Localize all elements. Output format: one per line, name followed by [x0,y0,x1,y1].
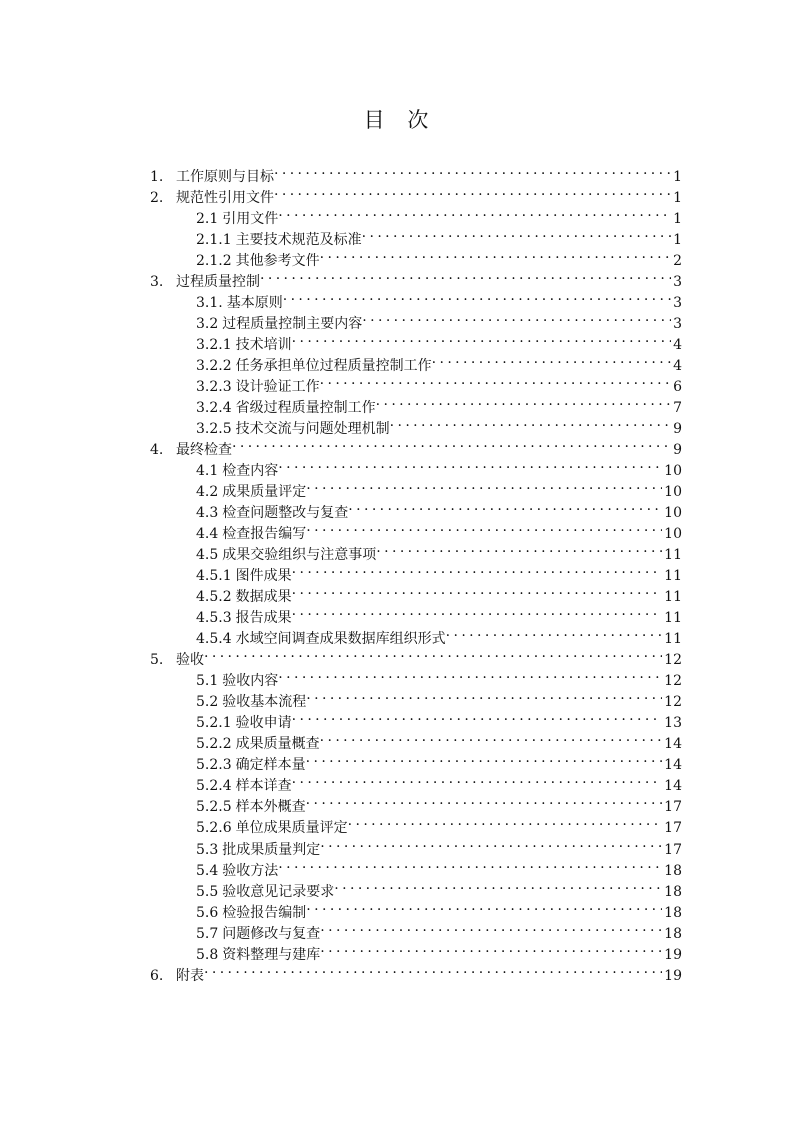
toc-dot-leader [274,181,671,202]
toc-entry-number: 3.2 [196,316,219,333]
toc-entry-title: 验收 [176,652,204,669]
toc-dot-leader [334,875,662,896]
toc-entry-number: 1. [150,169,164,185]
toc-entry-page: 12 [664,694,682,711]
toc-entry-title: 检查报告编写 [222,526,307,543]
toc-entry-number: 2.1 [196,211,219,228]
toc-entry-page: 17 [664,841,682,858]
toc-entry[interactable] [150,664,682,690]
toc-entry-number: 4.4 [196,526,219,543]
toc-entry-title: 报告成果 [235,610,292,627]
toc-entry-number: 4.5.4 [196,631,232,648]
toc-dot-leader [320,370,671,391]
toc-entry-number: 5.2.3 [196,757,232,774]
toc-entry-page: 1 [673,169,682,185]
toc-entry-page: 11 [664,547,682,564]
toc-dot-leader [390,412,671,433]
toc-entry-title: 附表 [176,967,204,984]
toc-entry-page: 10 [664,526,682,543]
toc-entry-title: 样本外概查 [235,799,306,816]
toc-entry-page: 14 [664,757,682,774]
toc-dot-leader [292,580,663,601]
toc-entry-number: 3.2.4 [196,400,232,417]
toc-entry-title: 确定样本量 [235,757,306,774]
toc-entry-number: 5.2.2 [196,736,232,753]
toc-entry-page: 7 [673,400,682,417]
toc-entry-title: 水域空间调查成果数据库组织形式 [235,631,446,648]
toc-entry-page: 14 [664,736,682,753]
toc-entry-title: 成果交验组织与注意事项 [222,547,377,564]
toc-entry-number: 5.8 [196,946,219,963]
toc-entry-number: 5.5 [196,883,219,900]
toc-dot-leader [306,475,662,496]
toc-entry-page: 14 [664,778,682,795]
toc-entry-page: 1 [673,232,682,249]
toc-entry-title: 图件成果 [235,568,292,585]
toc-entry-page: 9 [673,421,682,438]
toc-entry-page: 18 [664,883,682,900]
toc-title: 目 次 [363,108,437,132]
toc-entry-page: 4 [673,358,682,375]
toc-entry-title: 验收申请 [235,715,292,732]
toc-entry-page: 10 [664,484,682,501]
table-of-contents [150,160,682,984]
toc-entry-page: 6 [673,379,682,396]
toc-entry-number: 2.1.1 [196,232,232,249]
toc-dot-leader [432,349,671,370]
toc-entry-page: 11 [664,589,682,606]
toc-entry-number: 5.2.5 [196,799,232,816]
toc-entry-title: 成果质量评定 [222,484,307,501]
toc-entry-number: 5.2 [196,694,219,711]
toc-entry-number: 4.1 [196,463,219,480]
toc-entry-number: 4.5.2 [196,589,232,606]
toc-entry-page: 10 [664,463,682,480]
toc-dot-leader [376,538,662,559]
toc-entry-title: 引用文件 [222,211,279,228]
toc-entry-number: 4. [150,442,164,459]
toc-entry-page: 11 [664,631,682,648]
toc-entry-title: 基本原则 [226,295,283,312]
toc-entry-number: 5. [150,652,164,669]
toc-dot-leader [283,286,671,307]
toc-entry-title: 数据成果 [235,589,292,606]
toc-entry-title: 批成果质量判定 [222,841,321,858]
toc-entry-title: 检查内容 [222,463,279,480]
toc-dot-leader [204,959,662,980]
toc-dot-leader [278,454,662,475]
toc-entry-title: 检查问题整改与复查 [222,505,349,522]
toc-entry-page: 11 [664,568,682,585]
toc-dot-leader [292,601,663,622]
toc-entry-page: 17 [664,820,682,837]
toc-entry-number: 4.2 [196,484,219,501]
toc-entry-page: 18 [664,862,682,879]
toc-entry-page: 11 [664,610,682,627]
toc-entry-page: 2 [673,253,682,270]
toc-dot-leader [278,664,662,685]
toc-dot-leader [320,833,662,854]
toc-entry-number: 5.1 [196,673,219,690]
toc-entry-number: 5.6 [196,904,219,921]
toc-entry-title: 主要技术规范及标准 [235,232,362,249]
toc-dot-leader [306,896,662,917]
toc-entry-title: 过程质量控制 [176,274,260,291]
toc-entry-title: 其他参考文件 [235,253,320,270]
toc-entry-number: 5.2.6 [196,820,232,837]
toc-entry-title: 验收基本流程 [222,694,307,711]
toc-dot-leader [306,748,663,769]
toc-dot-leader [292,559,663,580]
toc-entry-number: 4.5 [196,547,219,564]
toc-entry-title: 成果质量概查 [235,736,320,753]
toc-entry[interactable] [150,959,682,984]
toc-entry-number: 4.3 [196,505,219,522]
toc-entry-page: 9 [673,442,682,459]
toc-entry-number: 2. [150,190,164,207]
toc-dot-leader [232,433,671,454]
toc-dot-leader [320,917,662,938]
toc-dot-leader [306,517,662,538]
toc-entry-number: 3.2.2 [196,358,232,375]
toc-entry-title: 技术交流与问题处理机制 [235,421,390,438]
toc-dot-leader [348,496,662,517]
toc-dot-leader [320,727,663,748]
toc-dot-leader [376,391,671,412]
toc-entry-title: 最终检查 [176,442,232,459]
toc-dot-leader [260,265,671,286]
toc-entry-title: 过程质量控制主要内容 [222,316,363,333]
toc-entry-page: 12 [664,652,682,669]
toc-entry-page: 18 [664,925,682,942]
toc-entry-number: 3.2.1 [196,337,232,354]
toc-entry-page: 18 [664,904,682,921]
toc-entry-page: 19 [664,946,682,963]
toc-entry-title: 技术培训 [235,337,292,354]
toc-dot-leader [204,643,662,664]
toc-entry-page: 13 [664,715,682,732]
toc-entry-page: 3 [673,295,682,312]
toc-entry-page: 10 [664,505,682,522]
toc-dot-leader [362,307,671,328]
toc-entry-title: 任务承担单位过程质量控制工作 [235,358,432,375]
toc-dot-leader [348,811,663,832]
toc-entry-page: 1 [673,190,682,207]
toc-entry[interactable] [150,643,682,669]
toc-dot-leader [274,160,671,181]
toc-dot-leader [278,854,662,875]
toc-entry-title: 规范性引用文件 [176,190,274,207]
toc-dot-leader [320,244,671,265]
toc-dot-leader [292,769,663,790]
toc-entry-page: 17 [664,799,682,816]
toc-entry-number: 3.2.5 [196,421,232,438]
toc-entry-number: 3.1. [196,295,223,312]
toc-entry-title: 验收方法 [222,862,279,879]
toc-entry-title: 设计验证工作 [235,379,320,396]
toc-dot-leader [278,202,671,223]
toc-entry-number: 5.2.4 [196,778,232,795]
toc-entry-number: 4.5.1 [196,568,232,585]
toc-entry-title: 工作原则与目标 [176,169,274,185]
toc-dot-leader [320,938,662,959]
toc-dot-leader [292,328,671,349]
toc-entry-title: 省级过程质量控制工作 [235,400,376,417]
toc-entry-title: 验收意见记录要求 [222,883,335,900]
toc-dot-leader [292,706,663,727]
toc-entry-title: 单位成果质量评定 [235,820,348,837]
toc-entry-page: 3 [673,316,682,333]
toc-entry-title: 样本详查 [235,778,292,795]
toc-entry-title: 检验报告编制 [222,904,307,921]
toc-dot-leader [306,685,662,706]
toc-dot-leader [306,790,663,811]
toc-entry-title: 验收内容 [222,673,279,690]
toc-entry-number: 6. [150,967,164,984]
toc-dot-leader [446,622,663,643]
toc-entry-number: 5.2.1 [196,715,232,732]
toc-entry-number: 4.5.3 [196,610,232,627]
toc-entry-number: 3.2.3 [196,379,232,396]
toc-entry-number: 5.4 [196,862,219,879]
toc-entry-title: 资料整理与建库 [222,946,321,963]
toc-entry-number: 3. [150,274,164,291]
toc-dot-leader [362,223,671,244]
toc-entry-number: 5.3 [196,841,219,858]
toc-entry-page: 19 [664,967,682,984]
toc-entry-page: 12 [664,673,682,690]
toc-entry-number: 5.7 [196,925,219,942]
toc-entry-page: 4 [673,337,682,354]
toc-entry[interactable] [150,160,682,185]
toc-entry-page: 1 [673,211,682,228]
toc-entry-title: 问题修改与复查 [222,925,321,942]
toc-entry-page: 3 [673,274,682,291]
toc-entry-number: 2.1.2 [196,253,232,270]
